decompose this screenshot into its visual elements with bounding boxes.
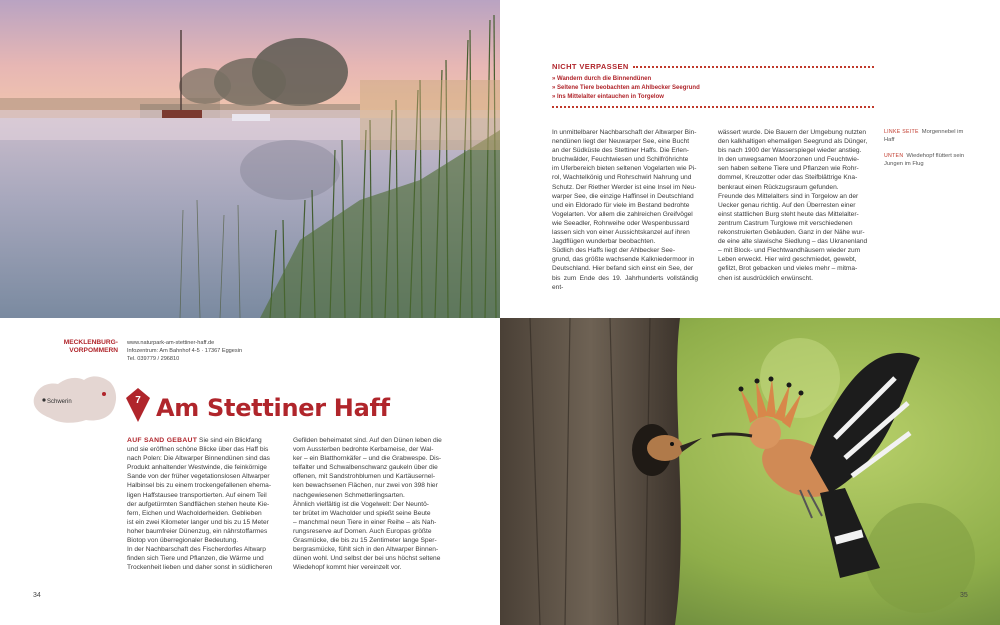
chapter-number: 7 (135, 395, 141, 406)
locator-map (30, 368, 120, 433)
article-column-right-1: In unmittelbarer Nachbarschaft der Altwarper Bin- nendünen liegt der Neuwarper See, eine Bucht an der Südküste des Stettiner Haffs. Die Erlen- bruchwälder, Feuchtwiesen und Schilfröhrichte im Uferbereich bieten seltenen Vogelarten wie Pi- rol, Wachtelkönig und Rohrschwirl Nahrung und Schutz. Der Riether Werder ist eine Insel im Neu- warper See, die einzige Haffinsel in Deutschland und ein Eldorado für viele im Bestand bedrohte Vogelarten. Vor allem die zahlreichen Greifvögel wie Seeadler, Rohrweihe oder Wespenbussard lassen sich von einer Aussichtskanzel auf ihren Jagdflügen wunderbar beobachten. Südlich des Haffs liegt der Ahlbecker See- grund, das größte wachsende Kalkniedermoor in Deutschland. Hier befand sich einst ein See, der bis zum Ende des 19. Jahrhunderts vollständig ent- (552, 129, 698, 291)
list-item: » Seltene Tiere beobachten am Ahlbecker Seegrund (552, 84, 874, 93)
hoopoe-feeding-photo (500, 318, 1000, 625)
caption-text: Wiedehopf flüttert sein Jungen im Flug (884, 153, 965, 167)
caption-text: Morgennebel im Haff (884, 129, 964, 143)
dotted-divider (552, 106, 874, 108)
address: Infozentrum: Am Bahnhof 4-5 · 17367 Eggesin (127, 348, 243, 354)
page-number-left: 34 (33, 592, 41, 599)
photo-caption-bottom (884, 152, 970, 168)
nicht-verpassen-box (552, 62, 874, 108)
city-dot (42, 398, 45, 401)
article-column-left-1 (127, 436, 283, 572)
caption-label: LINKE SEITE (884, 129, 919, 135)
chapter-number-marker (126, 388, 150, 427)
article-column-right-2: wässert wurde. Die Bauern der Umgebung nutzten den kalkhaltigen ehemaligen Seegrund als Dünger, bis nach 1900 der Wasserspiegel wieder anstieg. In den unwegsamen Moorzonen und Feuchtwie- sen haben seltene Tiere und Pflanzen wie Rohr- dommel, Kreuzotter oder das Steifblättrige Kna- benkraut einen Rückzugsraum gefunden. Freunde des Mittelalters sind in Torgelow an der Uecker genau richtig. Auf den Überresten einer einst stattlichen Burg steht heute das Mittelalter- zentrum Castrum Turglowe mit verschiedenen rekonstruierten Gebäuden. Ganz in der Nähe wur- de eine alte slawische Siedlung – das Ukranenland – mit Block- und Flechtwandhäusern wieder zum Leben erweckt. Hier wird geschmiedet, gewebt, gefilzt, Brot gebacken und vieles mehr – mitma- chen ist ausdrücklich erwünscht. (718, 129, 868, 282)
phone: Tel. 039779 / 296810 (127, 356, 180, 362)
nicht-verpassen-list (552, 75, 874, 102)
chapter-title: Am Stettiner Haff (156, 394, 390, 422)
location-dot (102, 392, 106, 396)
list-item: » Wandern durch die Binnendünen (552, 75, 874, 84)
map-city-label: Schwerin (47, 399, 72, 405)
lead-heading: AUF SAND GEBAUT (127, 437, 198, 444)
contact-info (127, 339, 242, 363)
article-text: Sie sind ein Blickfang und sie eröffnen schöne Blicke über das Haff bis nach Polen: Die Altwarper Binnendünen sind das Produkt anhaltender Westwinde, die feinkörnige Sande von der früher vegetationslosen Altwarper Halbinsel bis zu einem trockengefallenen ehema- ligen Haffstausee transportierten. Auf einem Teil der aufgetürmten Sandflächen stehen heute Kie- fern, Eichen und Wacholderheiden. Geblieben ist ein zwei Kilometer langer und bis zu 15 Meter hoher baumfreier Dünenzug, ein nährstoffarmes Biotop von überregionaler Bedeutung. In der Nachbarschaft des Fischerdorfes Altwarp finden sich Tiere und Pflanzen, die Wärme und Trockenheit lieben und daher sonst in südlicheren (127, 437, 273, 572)
caption-label: UNTEN (884, 153, 904, 159)
region-label: MECKLENBURG- VORPOMMERN (63, 339, 118, 354)
dotted-divider (633, 66, 874, 68)
photo-caption-left (884, 128, 970, 144)
page-number-right: 35 (960, 592, 968, 599)
list-item: » Ins Mittelalter eintauchen in Torgelow (552, 93, 874, 102)
website-link[interactable]: www.naturpark-am-stettiner-haff.de (127, 340, 215, 346)
nicht-verpassen-title: NICHT VERPASSEN (552, 62, 874, 71)
article-column-left-2: Gefilden beheimatet sind. Auf den Dünen leben die vom Aussterben bedrohte Kerbameise, der Wal- ker – ein Blatthornkäfer – und die Grabwespe. Dis- telfalter und Schwalbenschwanz gaukeln über die offenen, mit Sandstrohblumen und Kartäusernel- ken bewachsenen Flächen, nur zwei von 398 hier nachgewiesenen Schmetterlingsarten. Ähnlich vielfältig ist die Vogelwelt: Der Neuntö- ter brütet im Wacholder und spießt seine Beute – manchmal neun Tiere in einer Reihe – als Nah- rungsreserve auf Dornen. Auch Europas größte Grasmücke, die bis zu 15 Zentimeter lange Sper- bergrasmücke, fühlt sich in den Altwarper Binnen- dünen wohl. Und selbst der bei uns höchst seltene Wiedehopf kommt hier vereinzelt vor. (293, 437, 442, 572)
lake-morning-mist-photo (0, 0, 500, 318)
